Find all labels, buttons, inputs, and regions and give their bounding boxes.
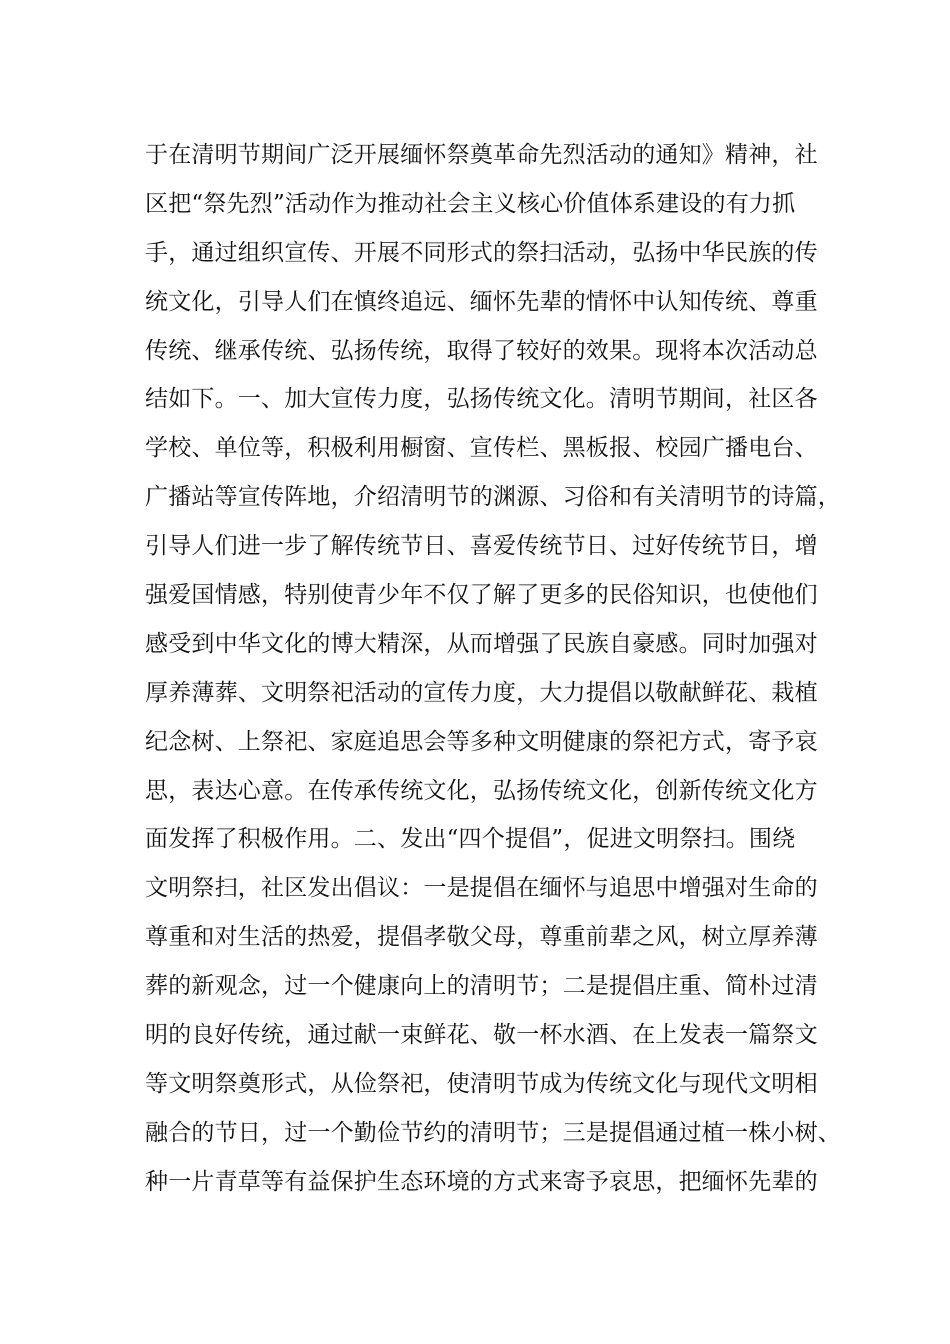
text-line: 引导人们进一步了解传统节日、喜爱传统节日、过好传统节日，增	[145, 533, 818, 560]
text-line: 面发挥了积极作用。二、发出“四个提倡”，促进文明祭扫。围绕	[145, 826, 796, 853]
text-line: 学校、单位等，积极利用橱窗、宣传栏、黑板报、校园广播电台、	[145, 435, 818, 462]
text-line: 葬的新观念，过一个健康向上的清明节；二是提倡庄重、简朴过清	[145, 973, 818, 1000]
text-line: 感受到中华文化的博大精深，从而增强了民族自豪感。同时加强对	[145, 630, 818, 657]
text-line: 文明祭扫，社区发出倡议：一是提倡在缅怀与追思中增强对生命的	[145, 875, 818, 902]
text-line: 统文化，引导人们在慎终追远、缅怀先辈的情怀中认知传统、尊重	[145, 288, 818, 315]
text-line: 结如下。一、加大宣传力度，弘扬传统文化。清明节期间，社区各	[145, 386, 818, 413]
text-line: 等文明祭奠形式，从俭祭祀，使清明节成为传统文化与现代文明相	[145, 1070, 818, 1097]
text-line: 纪念树、上祭祀、家庭追思会等多种文明健康的祭祀方式，寄予哀	[145, 728, 818, 755]
text-line: 手，通过组织宣传、开展不同形式的祭扫活动，弘扬中华民族的传	[145, 239, 818, 266]
body-text	[145, 131, 841, 1207]
text-line: 融合的节日，过一个勤俭节约的清明节；三是提倡通过植一株小树、	[145, 1119, 841, 1146]
text-line: 广播站等宣传阵地，介绍清明节的渊源、习俗和有关清明节的诗篇，	[145, 484, 841, 511]
text-line: 思，表达心意。在传承传统文化，弘扬传统文化，创新传统文化方	[145, 777, 818, 804]
text-line: 于在清明节期间广泛开展缅怀祭奠革命先烈活动的通知》精神，社	[145, 142, 818, 168]
text-line: 传统、继承传统、弘扬传统，取得了较好的效果。现将本次活动总	[145, 337, 818, 364]
text-line: 明的良好传统，通过献一束鲜花、敬一杯水酒、在上发表一篇祭文	[145, 1022, 818, 1049]
text-line: 强爱国情感，特别使青少年不仅了解了更多的民俗知识，也使他们	[145, 582, 818, 609]
text-line: 尊重和对生活的热爱，提倡孝敬父母，尊重前辈之风，树立厚养薄	[145, 924, 818, 951]
text-line: 区把“祭先烈”活动作为推动社会主义核心价值体系建设的有力抓	[145, 190, 796, 217]
text-line: 厚养薄葬、文明祭祀活动的宣传力度，大力提倡以敬献鲜花、栽植	[145, 679, 818, 706]
text-line: 种一片青草等有益保护生态环境的方式来寄予哀思，把缅怀先辈的	[145, 1168, 818, 1195]
